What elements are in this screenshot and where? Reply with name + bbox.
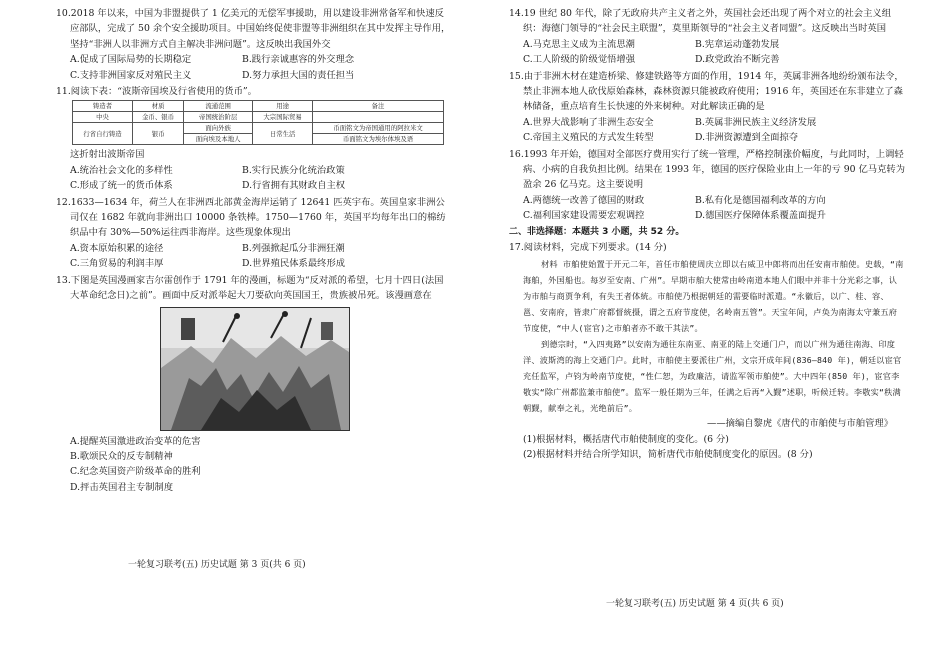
question-13 [56,273,452,495]
table-cell: 大宗国际贸易 [253,112,313,123]
question-14-stem: 14.19 世纪 80 年代，除了无政府共产主义者之外，英国社会还出现了两个对立的社会主义组织：海德门领导的“社会民主联盟”，莫里斯领导的“社会主义者同盟”。这反映出当时英国 [509,8,891,35]
q14-option-d: D.政党政治不断完善 [695,54,780,66]
table-cell [313,112,444,123]
q14-option-c: C.工人阶级的阶级觉悟增强 [523,54,636,66]
table-row [73,123,444,134]
table-header: 用途 [253,101,313,112]
question-10-stem: 10.2018 年以来，中国为非盟提供了 1 亿美元的无偿军事援助，用以建设非洲常备军和快速反应部队，完成了 50 余个安全援助项目。中国始终促使非盟等非洲组织在其中发挥主导作用，坚持“非洲人以非洲方式自主解决非洲问题”。这反映出我国外交 [56,8,451,50]
q13-option-b: B.歌颂民众的反专制精神 [70,450,173,462]
cartoon-image [160,307,350,431]
material-text [509,256,905,417]
q12-option-c: C.三角贸易的利润丰厚 [70,258,164,270]
q16-option-c: C.福利国家建设需要宏观调控 [523,210,645,222]
table-cell: 面向埃及本地人 [184,134,253,145]
cartoon-illustration-icon [161,308,349,430]
q12-option-a: A.资本原始积累的途径 [70,242,164,254]
question-11-lead: 这折射出波斯帝国 [70,149,145,161]
table-header: 备注 [313,101,444,112]
table-cell: 银币 [133,123,184,145]
table-row [73,112,444,123]
table-header: 铸造者 [73,101,133,112]
q17-subquestion-2: (2)根据材料并结合所学知识，简析唐代市舶使制度变化的原因。(8 分) [523,449,813,461]
page-footer-left: 一轮复习联考(五) 历史试题 第 3 页(共 6 页) [128,560,306,570]
q10-option-a: A.促成了国际局势的长期稳定 [70,54,192,66]
question-15-stem: 15.由于非洲木材在建造桥梁、修建铁路等方面的作用，1914 年，英属非洲各地纷纷颁布法令，禁止非洲本地人砍伐原始森林，森林资源只能被政府使用；1916 年，英国还在东非建立了森林储备，重点培育生长快速的外来树种。对此解读正确的是 [509,70,904,113]
q11-option-c: C.形成了统一的货币体系 [70,180,173,192]
table-header: 流通范围 [184,101,253,112]
question-16-stem: 16.1993 年开始，德国对全部医疗费用实行了统一管理，严格控制涨价幅度，与此同时，上调轻病、小病的自我负担比例。结果在 1993 年，德国的医疗保险业由上一年的亏 90 亿马克转为盈余 26 亿马克。这主要说明 [509,148,905,191]
question-16 [509,147,905,224]
q15-option-a: A.世界大战影响了非洲生态安全 [523,116,654,128]
table-cell: 面向外族 [184,123,253,134]
question-12 [56,195,452,272]
left-page [56,6,452,496]
question-14 [509,6,905,68]
table-cell: 帝国统治阶层 [184,112,253,123]
question-15 [509,69,905,146]
table-header: 材质 [133,101,184,112]
q10-option-b: B.践行亲诚惠容的外交理念 [242,54,355,66]
q16-option-a: A.两德统一改善了德国的财政 [523,194,645,206]
q13-option-c: C.纪念英国资产阶级革命的胜利 [70,466,201,478]
question-11-stem: 11.阅读下表：“波斯帝国埃及行省使用的货币”。 [56,86,257,98]
table-header-row [73,101,444,112]
q12-option-d: D.世界殖民体系最终形成 [242,258,346,270]
q15-option-c: C.帝国主义殖民的方式发生转型 [523,132,654,144]
q13-option-d: D.抨击英国君主专制制度 [70,481,174,493]
q17-subquestion-1: (1)根据材料，概括唐代市舶使制度的变化。(6 分) [523,433,729,445]
material-paragraph: 到德宗时，“入四夷路”以安南为通往东南亚、南亚的陆上交通门户，而以广州为通往南海、印度洋、波斯湾的海上交通门户。此时，市舶使主要派往广州，文宗开成年间(836—840 年)，朝廷以宦官充任监军，卢钧为岭南节度使，“性仁恕，为政廉洁，请监军领市舶使”。大中四年(850 年)，宦官李敬实“除广州都监兼市舶使”。监军一般任期为三年，任满之后再“入觐”述职，听候迁转。李敬实“秩满朝觐，献奉之礼，光绝前后”。 [523,338,902,414]
q11-option-d: D.行省拥有其财政自主权 [242,180,346,192]
question-11 [56,84,452,194]
question-17-stem: 17.阅读材料，完成下列要求。(14 分) [509,242,667,254]
material-paragraph: 材料 市舶使始置于开元二年，首任市舶使周庆立即以右威卫中郎将而出任安南市舶使。史载，“南海舶，外国船也。每岁至安南、广州”。早期市舶大使常由岭南道本地人们眼中并非十分光彩之事，认为市舶与商贾争利，有失王者体統。市舶使乃根据朝廷的需要临时派遣。“永徽后，以广、桂、容、邕、安南府，皆隶广府都督統摄，谓之五府节度使，名岭南五管”。天宝年间，卢奂为南海太守兼五府节度使，“中人(宦官)之市舶者亦不敢干其法”。 [523,258,904,333]
q12-option-b: B.列强掀起瓜分非洲狂潮 [242,242,345,254]
table-cell: 币面铭文为帝国通用的阿拉米文 [313,123,444,134]
table-cell: 币面铭文为埃尔体埃及语 [313,134,444,145]
page-footer-right: 一轮复习联考(五) 历史试题 第 4 页(共 6 页) [606,599,784,609]
question-13-stem: 13.下图是英国漫画家吉尔雷创作于 1791 年的漫画，标题为“反对派的希望，七月十四日(法国大革命纪念日)之前”。画面中反对派举起大刀要砍向英国国王，贵族被吊死。该漫画意在 [56,274,444,302]
q11-option-b: B.实行民族分化统治政策 [242,164,345,176]
table-cell: 行省自行铸造 [73,123,133,145]
q14-option-a: A.马克思主义成为主流思潮 [523,38,635,50]
question-12-stem: 12.1633—1634 年，荷兰人在非洲西北部黄金海岸运销了 12641 匹英宇布。英国皇家非洲公司仅在 1682 年就向非洲出口 10000 条铁棒。1750—1760 年，英国平均每年出口的棉纺织品中有 30%—50%运往西非海岸。这些现象体现出 [56,196,446,239]
q15-option-b: B.英属非洲民族主义经济发展 [695,116,817,128]
q16-option-b: B.私有化是德国福利改革的方向 [695,194,826,206]
right-page [509,6,905,464]
material-citation: ——摘编自黎虎《唐代的市舶使与市舶管理》 [707,418,893,430]
q10-option-d: D.努力承担大国的责任担当 [242,69,355,81]
q10-option-c: C.支持非洲国家反对殖民主义 [70,69,192,81]
q15-option-d: D.非洲资源遭到全面掠夺 [695,132,799,144]
table-cell: 中央 [73,112,133,123]
question-17 [509,240,905,463]
currency-table [72,100,444,145]
q13-option-a: A.提醒英国激进政治变革的危害 [70,435,201,447]
question-10 [56,6,452,83]
table-cell: 日常生活 [253,123,313,145]
q16-option-d: D.德国医疗保障体系覆盖面提升 [695,210,826,222]
table-cell: 金币、银币 [133,112,184,123]
section-heading: 二、非选择题：本题共 3 小题，共 52 分。 [509,226,685,237]
q14-option-b: B.宪章运动蓬勃发展 [695,38,780,50]
q11-option-a: A.统治社会文化的多样性 [70,164,173,176]
